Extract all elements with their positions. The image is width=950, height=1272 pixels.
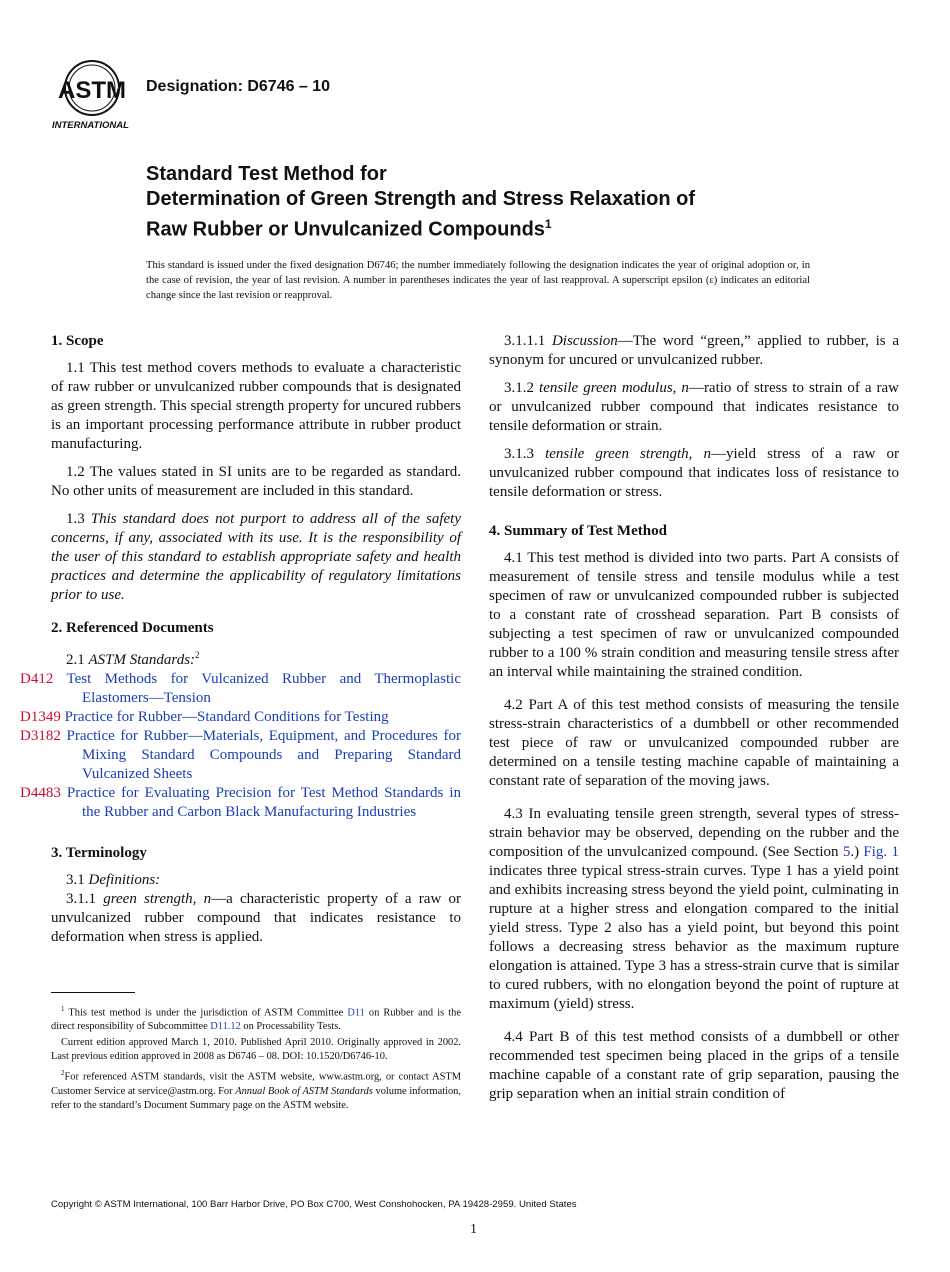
paragraph-3-1-3 [489,445,899,502]
paragraph-3-1-1-1 [489,332,899,370]
footnote-2 [51,1066,461,1112]
reference-item[interactable] [20,670,461,708]
designation: Designation: D6746 – 10 [146,78,331,95]
document-title [146,162,906,243]
paragraph-number: 3.1.1.1 [504,333,546,349]
footnote-divider [51,992,135,993]
paragraph-1-1: 1.1 This test method covers methods to evaluate a characteristic of raw rubber or unvulcanized rubber compounds that is designated as green strength. This special strength property for uncured rubbers is an important processing performance attribute in rubber product manufacturing. [51,360,461,452]
footnote-text: This test method is under the jurisdiction of ASTM Committee [68,1007,348,1019]
reference-item[interactable] [20,727,461,784]
safety-caveat: This standard does not purport to address all of the safety concerns, if any, associated with its use. It is the responsibility of the user of this standard to establish appropriate safety and health practices and determine the applicability of regulatory limitations prior to use. [51,511,461,603]
astm-logo [52,58,134,132]
subcommittee-link[interactable]: D11.12 [210,1021,241,1033]
right-column [489,332,899,1113]
footnote-mark: 2 [195,650,200,660]
paragraph-3-1-2 [489,379,899,436]
copyright-notice: Copyright © ASTM International, 100 Barr Harbor Drive, PO Box C700, West Conshohocken, PA 19428-2959. United States [51,1199,577,1210]
title-line-2: Determination of Green Strength and Stress Relaxation of [146,188,695,210]
committee-link[interactable]: D11 [347,1007,365,1019]
definition-text: —yield stress of a raw or unvulcanized rubber compound that indicates loss of resistance to tensile deformation or stress. [489,446,899,500]
paragraph-4-4: 4.4 Part B of this test method consists of a dumbbell or other recommended test specimen being placed in the grips of a tensile machine capable of a constant rate of grip separation, pausing the grip separation when an initial strain condition of [489,1029,899,1102]
page-number: 1 [470,1222,477,1237]
title-footnote-mark: 1 [544,217,552,231]
reference-code[interactable]: D3182 [20,728,61,744]
reference-title[interactable]: Practice for Rubber—Materials, Equipment, and Procedures for Mixing Standard Compounds and Preparing Standard Vulcanized Sheets [66,728,461,782]
paragraph-number: 3.1 [66,872,85,888]
section-heading-summary: 4. Summary of Test Method [489,523,667,539]
definition-text: —ratio of stress to strain of a raw or unvulcanized rubber compound that indicates resistance to tensile deformation or strain. [489,380,900,434]
reference-title[interactable]: Test Methods for Vulcanized Rubber and Thermoplastic Elastomers—Tension [66,671,461,706]
reference-code[interactable]: D412 [20,671,54,687]
section-heading-scope: 1. Scope [51,333,104,349]
paragraph-1-2: 1.2 The values stated in SI units are to be regarded as standard. No other units of measurement are included in this standard. [51,464,461,499]
paragraph-number: 2.1 [66,652,85,668]
section-link[interactable]: 5 [842,844,851,860]
paragraph-4-3 [489,805,899,1014]
reference-item[interactable] [20,784,461,822]
footnote-1-edition: Current edition approved March 1, 2010. Published April 2010. Originally approved in 2002. Last previous edition approved in 2008 as D6746 – 08. DOI: 10.1520/D6746-10. [51,1037,461,1063]
reference-title[interactable]: Practice for Evaluating Precision for Test Method Standards in the Rubber and Carbon Black Manufacturing Industries [66,785,461,820]
paragraph-number: 3.1.1 [66,891,96,907]
defined-term: green strength, n [103,891,212,907]
footnote-mark: 2 [61,1069,65,1078]
standard-notice: This standard is issued under the fixed designation D6746; the number immediately following the designation indicates the year of original adoption or, in the case of revision, the year of last revision. A number in parentheses indicates the year of last reapproval. A superscript epsilon (ε) indicates an editorial change since the last revision or reapproval. [146,260,810,301]
astm-standards-label: ASTM Standards: [88,652,196,668]
paragraph-text: .) [850,844,864,860]
figure-link[interactable]: Fig. 1 [863,844,899,860]
footnote-1 [51,1002,461,1034]
paragraph-number: 3.1.3 [504,446,534,462]
title-line-1: Standard Test Method for [146,163,387,185]
paragraph-4-2: 4.2 Part A of this test method consists of measuring the tensile stress-strain characteristics of a dumbbell or other recommended test piece of raw or unvulcanized compounded rubber are determined on a tensile testing machine capable of maintaining a constant rate of separation of the moving jaws. [489,697,899,789]
reference-item[interactable] [20,708,461,727]
discussion-text: —The word “green,” applied to rubber, is a synonym for uncured or unvulcanized rubber. [489,333,899,368]
footnote-mark: 1 [61,1005,65,1013]
reference-code[interactable]: D1349 [20,709,61,725]
paragraph-number: 3.1.2 [504,380,534,396]
defined-term: tensile green modulus, n [539,380,689,396]
title-line-3 [146,212,906,243]
logo-text: INTERNATIONAL [52,120,129,131]
left-column [20,332,461,956]
logo-letters: ASTM [58,77,126,104]
reference-title[interactable]: Practice for Rubber—Standard Conditions for Testing [64,709,389,725]
footnote-text: volume information, refer to the standard’s Document Summary page on the ASTM website. [51,1085,461,1111]
definitions-label: Definitions: [88,872,161,888]
footnote-italic: Annual Book of ASTM Standards [235,1085,373,1097]
footnotes [51,1002,461,1115]
footnote-text: on Processability Tests. [240,1021,341,1033]
paragraph-4-1: 4.1 This test method is divided into two parts. Part A consists of measurement of tensile stress and tensile modulus while a test specimen of raw or unvulcanized compounded rubber is subjected to a constant rate of crosshead separation. Part B consists of subjecting a test specimen of raw or unvulcanized compounded rubber to a 100 % strain condition and measuring tensile stress after an interval while maintaining the strained condition. [489,550,899,680]
section-heading-referenced-documents: 2. Referenced Documents [51,620,214,636]
discussion-label: Discussion [551,333,618,349]
paragraph-3-1-1 [51,890,461,947]
paragraph-2-1 [51,646,461,670]
paragraph-3-1 [51,871,461,890]
footnote-text: For referenced ASTM standards, visit the ASTM website, www.astm.org, or contact ASTM Customer Service at service@astm.org. For [51,1071,461,1097]
title-line-3-text: Raw Rubber or Unvulcanized Compounds [146,218,545,241]
paragraph-text: 4.3 In evaluating tensile green strength, several types of stress-strain behavior may be observed, depending on the rubber and the composition of the unvulcanized compound. (See Section [489,806,899,860]
paragraph-number: 1.3 [66,511,85,527]
section-heading-terminology: 3. Terminology [51,845,147,861]
definition-text: —a characteristic property of a raw or unvulcanized rubber compound that indicates resistance to deformation when stress is applied. [51,891,461,945]
reference-code[interactable]: D4483 [20,785,61,801]
defined-term: tensile green strength, n [545,446,712,462]
paragraph-1-3 [51,510,461,605]
footnote-text: on Rubber and is the direct responsibility of Subcommittee [51,1007,461,1033]
paragraph-text: indicates three typical stress-strain curves. Type 1 has a yield point and exhibits increasing stress beyond the yield point, culminating in rupture at a higher stress and elongation compared to the initial yield stress. Type 2 also has a yield point, but beyond this point follows a decreasing stress behavior as the maximum rupture elongation is attained. Type 3 has a stress-strain curve that is similar to cured rubbers, with no elongation beyond the point of rupture at maximum (yield) stress. [489,863,899,1012]
